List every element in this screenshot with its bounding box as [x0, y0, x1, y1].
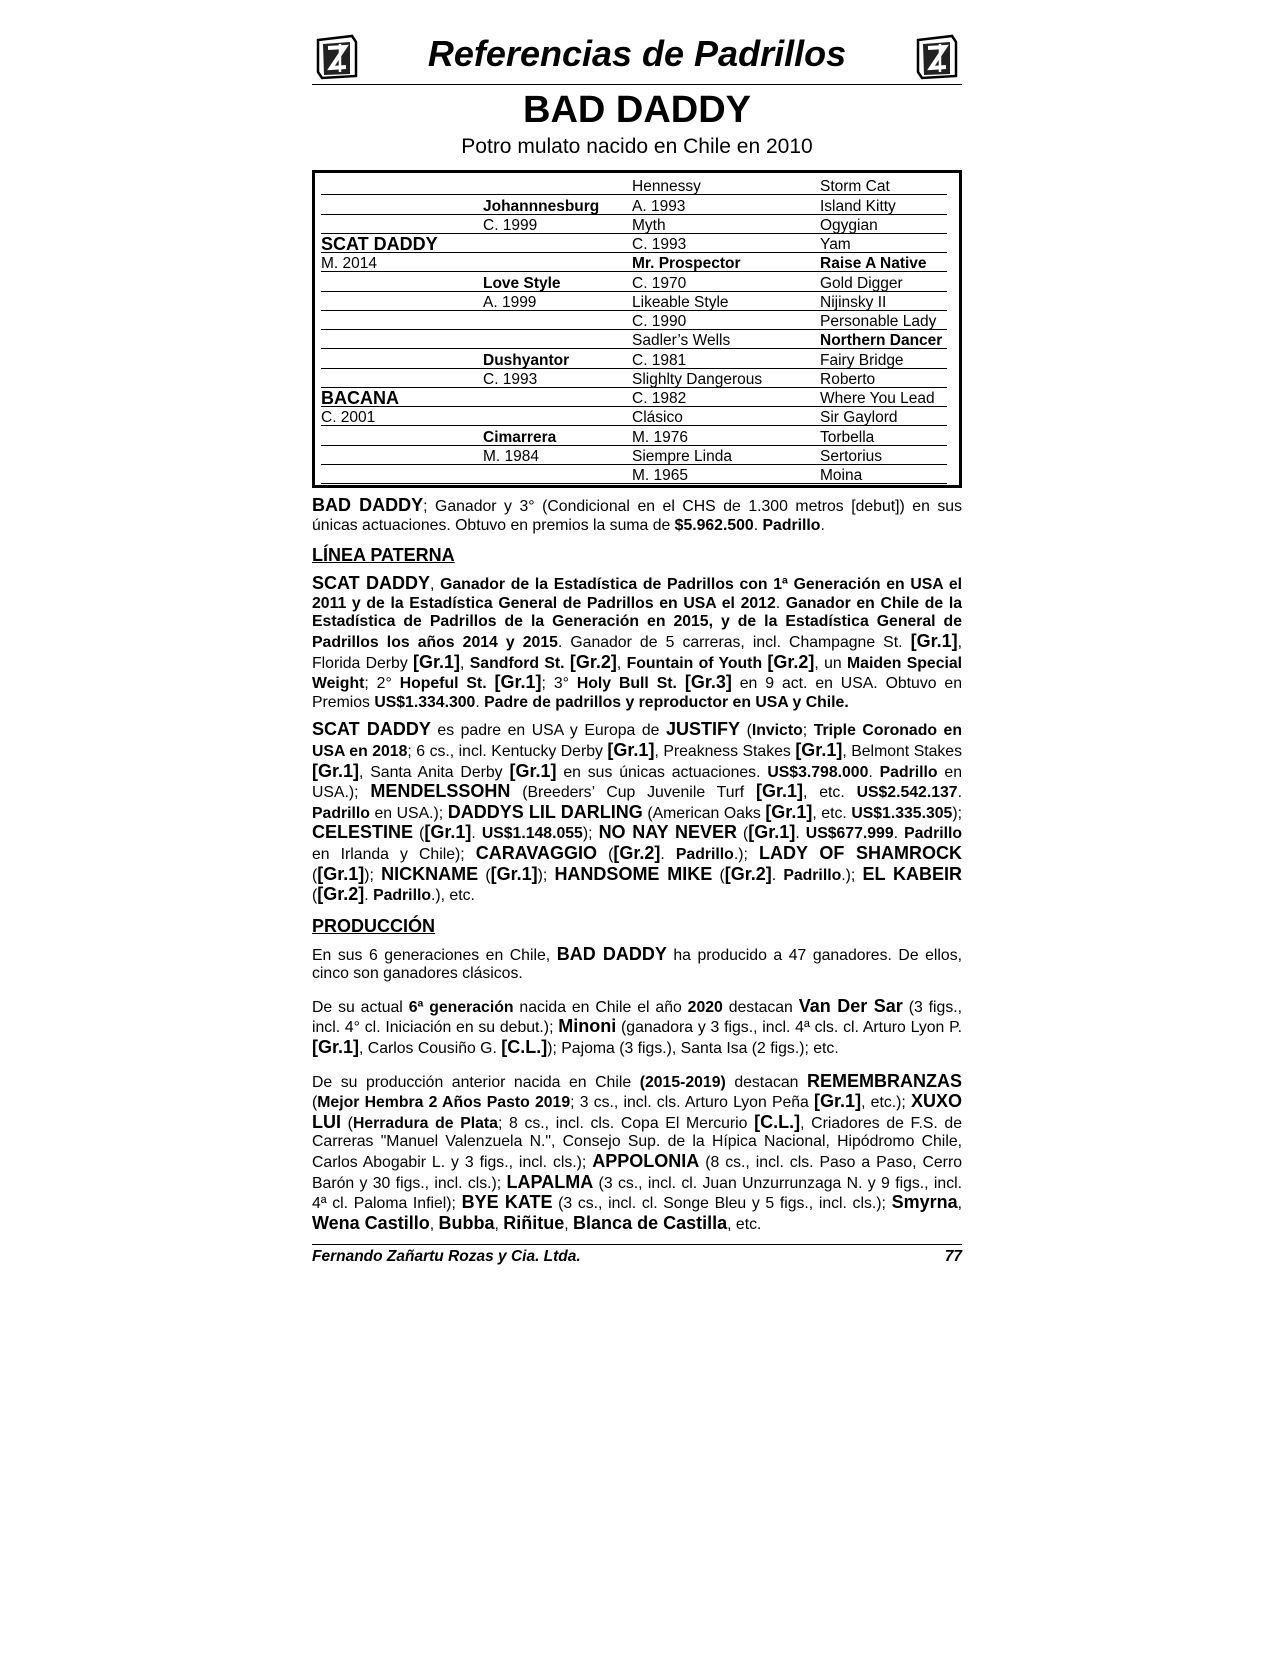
- pedigree-cell: Hennessy: [632, 178, 701, 196]
- pedigree-row: [321, 292, 947, 311]
- pedigree-cell: Sadler’s Wells: [632, 332, 731, 350]
- pedigree-cell: C. 1993: [632, 236, 687, 253]
- section-heading-production: PRODUCCIÓN: [312, 915, 436, 936]
- pedigree-cell: M. 1984: [483, 447, 540, 465]
- pedigree-cell: Dushyantor: [483, 351, 570, 369]
- pedigree-row: [321, 215, 947, 234]
- pedigree-cell: Where You Lead: [820, 390, 935, 407]
- pedigree-cell: Fairy Bridge: [820, 351, 904, 369]
- production-6th-generation: De su actual 6ª generación nacida en Chile el año 2020 destacan Van Der Sar (3 figs., incl. 4° cl. Iniciación en su debut.); Minoni (ganadora y 3 figs., incl. 4ª cls. cl. Arturo Lyon P. [Gr.1], Carlos Cousiño G. [C.L.]); Pajoma (3 figs.), Santa Isa (2 figs.); etc.: [312, 995, 963, 1058]
- pedigree-table: [312, 170, 962, 488]
- pedigree-cell: Myth: [632, 216, 666, 234]
- pedigree-cell: C. 1970: [632, 274, 687, 292]
- pedigree-cell: Torbella: [820, 428, 875, 446]
- pedigree-row: [321, 465, 947, 484]
- pedigree-cell: BACANA: [321, 388, 399, 408]
- pedigree-row: [321, 176, 947, 195]
- pedigree-cell: M. 1965: [632, 467, 689, 484]
- pedigree-cell: Nijinsky II: [820, 293, 887, 311]
- pedigree-cell: C. 2001: [321, 409, 376, 427]
- pedigree-row: [321, 369, 947, 388]
- pedigree-cell: C. 1982: [632, 390, 687, 407]
- sire-record: SCAT DADDY, Ganador de la Estadística de Padrillos con 1ª Generación en USA el 2011 y de la Estadística General de Padrillos en USA el 2012. Ganador en Chile de la Estadística de Padrillos de la Generación en 2015, y de la Estadística General de Padrillos los años 2014 y 2015. Ganador de 5 carreras, incl. Champagne St. [Gr.1], Florida Derby [Gr.1], Sandford St. [Gr.2], Fountain of Youth [Gr.2], un Maiden Special Weight; 2° Hopeful St. [Gr.1]; 3° Holy Bull St. [Gr.3] en 9 act. en USA. Obtuvo en Premios US$1.334.300. Padre de padrillos y reproductor en USA y Chile.: [312, 573, 963, 711]
- horse-description: Potro mulato nacido en Chile en 2010: [461, 135, 813, 158]
- pedigree-cell: Sertorius: [820, 447, 883, 465]
- page-footer: [312, 1244, 962, 1266]
- pedigree-cell: Cimarrera: [483, 428, 557, 446]
- pedigree-cell: Slighlty Dangerous: [632, 370, 763, 388]
- production-summary: En sus 6 generaciones en Chile, BAD DADDY ha producido a 47 ganadores. De ellos, cinco son ganadores clásicos.: [312, 943, 963, 983]
- pedigree-row: [321, 311, 947, 330]
- page: [312, 32, 962, 1266]
- pedigree-row: [321, 388, 947, 407]
- pedigree-cell: Storm Cat: [820, 178, 890, 196]
- pedigree-row: [321, 407, 947, 426]
- pedigree-cell: Personable Lady: [820, 313, 937, 330]
- production-previous: De su producción anterior nacida en Chile (2015-2019) destacan REMEMBRANZAS (Mejor Hembra 2 Años Pasto 2019; 3 cs., incl. cls. Arturo Lyon Peña [Gr.1], etc.); XUXO LUI (Herradura de Plata; 8 cs., incl. cls. Copa El Mercurio [C.L.], Criadores de F.S. de Carreras "Manuel Valenzuela N.", Consejo Sup. de la Hípica Nacional, Hipódromo Chile, Carlos Abogabir L. y 3 figs., incl. cls.); APPOLONIA (8 cs., incl. cls. Paso a Paso, Cerro Barón y 30 figs., incl. cls.); LAPALMA (3 cs., incl. cl. Juan Unzurrunzaga N. y 9 figs., incl. 4ª cl. Paloma Infiel); BYE KATE (3 cs., incl. cl. Songe Bleu y 5 figs., incl. cls.); Smyrna, Wena Castillo, Bubba, Riñitue, Blanca de Castilla, etc.: [312, 1070, 963, 1233]
- publisher-name: Fernando Zañartu Rozas y Cia. Ltda.: [312, 1248, 581, 1266]
- pedigree-cell: M. 2014: [321, 255, 378, 273]
- zr-logo-icon: [914, 34, 960, 80]
- pedigree-cell: A. 1999: [483, 293, 537, 311]
- horse-summary: BAD DADDY; Ganador y 3° (Condicional en el CHS de 1.300 metros [debut]) en sus únicas actuaciones. Obtuvo en premios la suma de $5.962.500. Padrillo.: [312, 495, 962, 534]
- pedigree-row: [321, 195, 947, 214]
- page-title: Referencias de Padrillos: [427, 33, 847, 74]
- pedigree-cell: Clásico: [632, 409, 683, 427]
- pedigree-row: [321, 349, 947, 368]
- pedigree-cell: Ogygian: [820, 216, 878, 234]
- pedigree-cell: Sir Gaylord: [820, 409, 898, 427]
- pedigree-row: [321, 446, 947, 465]
- pedigree-cell: Mr. Prospector: [632, 255, 741, 273]
- pedigree-row: [321, 426, 947, 445]
- pedigree-row: [321, 330, 947, 349]
- pedigree-cell: C. 1990: [632, 313, 687, 330]
- pedigree-cell: Yam: [820, 236, 851, 253]
- pedigree-cell: Moina: [820, 467, 863, 484]
- pedigree-cell: Siempre Linda: [632, 447, 732, 465]
- pedigree-cell: Roberto: [820, 370, 876, 388]
- section-heading-paternal: LÍNEA PATERNA: [312, 545, 455, 566]
- page-number: 77: [944, 1248, 962, 1266]
- sire-progeny: SCAT DADDY es padre en USA y Europa de JUSTIFY (Invicto; Triple Coronado en USA en 2018; 6 cs., incl. Kentucky Derby [Gr.1], Preakness Stakes [Gr.1], Belmont Stakes [Gr.1], Santa Anita Derby [Gr.1] en sus únicas actuaciones. US$3.798.000. Padrillo en USA.); MENDELSSOHN (Breeders’ Cup Juvenile Turf [Gr.1], etc. US$2.542.137. Padrillo en USA.); DADDYS LIL DARLING (American Oaks [Gr.1], etc. US$1.335.305); CELESTINE ([Gr.1]. US$1.148.055); NO NAY NEVER ([Gr.1]. US$677.999. Padrillo en Irlanda y Chile); CARAVAGGIO ([Gr.2]. Padrillo.); LADY OF SHAMROCK ([Gr.1]); NICKNAME ([Gr.1]); HANDSOME MIKE ([Gr.2]. Padrillo.); EL KABEIR ([Gr.2]. Padrillo.), etc.: [312, 719, 963, 905]
- pedigree-cell: C. 1981: [632, 351, 687, 369]
- pedigree-cell: Likeable Style: [632, 293, 729, 311]
- pedigree-cell: SCAT DADDY: [321, 234, 438, 254]
- pedigree-cell: Island Kitty: [820, 197, 896, 215]
- pedigree-cell: Northern Dancer: [820, 332, 943, 350]
- pedigree-cell: Love Style: [483, 274, 561, 292]
- pedigree-cell: A. 1993: [632, 197, 686, 215]
- pedigree-row: [321, 272, 947, 291]
- pedigree-cell: Raise A Native: [820, 255, 927, 273]
- pedigree-row: [321, 253, 947, 272]
- pedigree-row: [321, 234, 947, 253]
- page-header: [312, 32, 962, 85]
- pedigree-cell: Johannnesburg: [483, 197, 600, 215]
- horse-name: BAD DADDY: [523, 89, 751, 131]
- pedigree-cell: C. 1999: [483, 216, 538, 234]
- pedigree-cell: M. 1976: [632, 428, 689, 446]
- pedigree-cell: Gold Digger: [820, 274, 903, 292]
- pedigree-cell: C. 1993: [483, 370, 538, 388]
